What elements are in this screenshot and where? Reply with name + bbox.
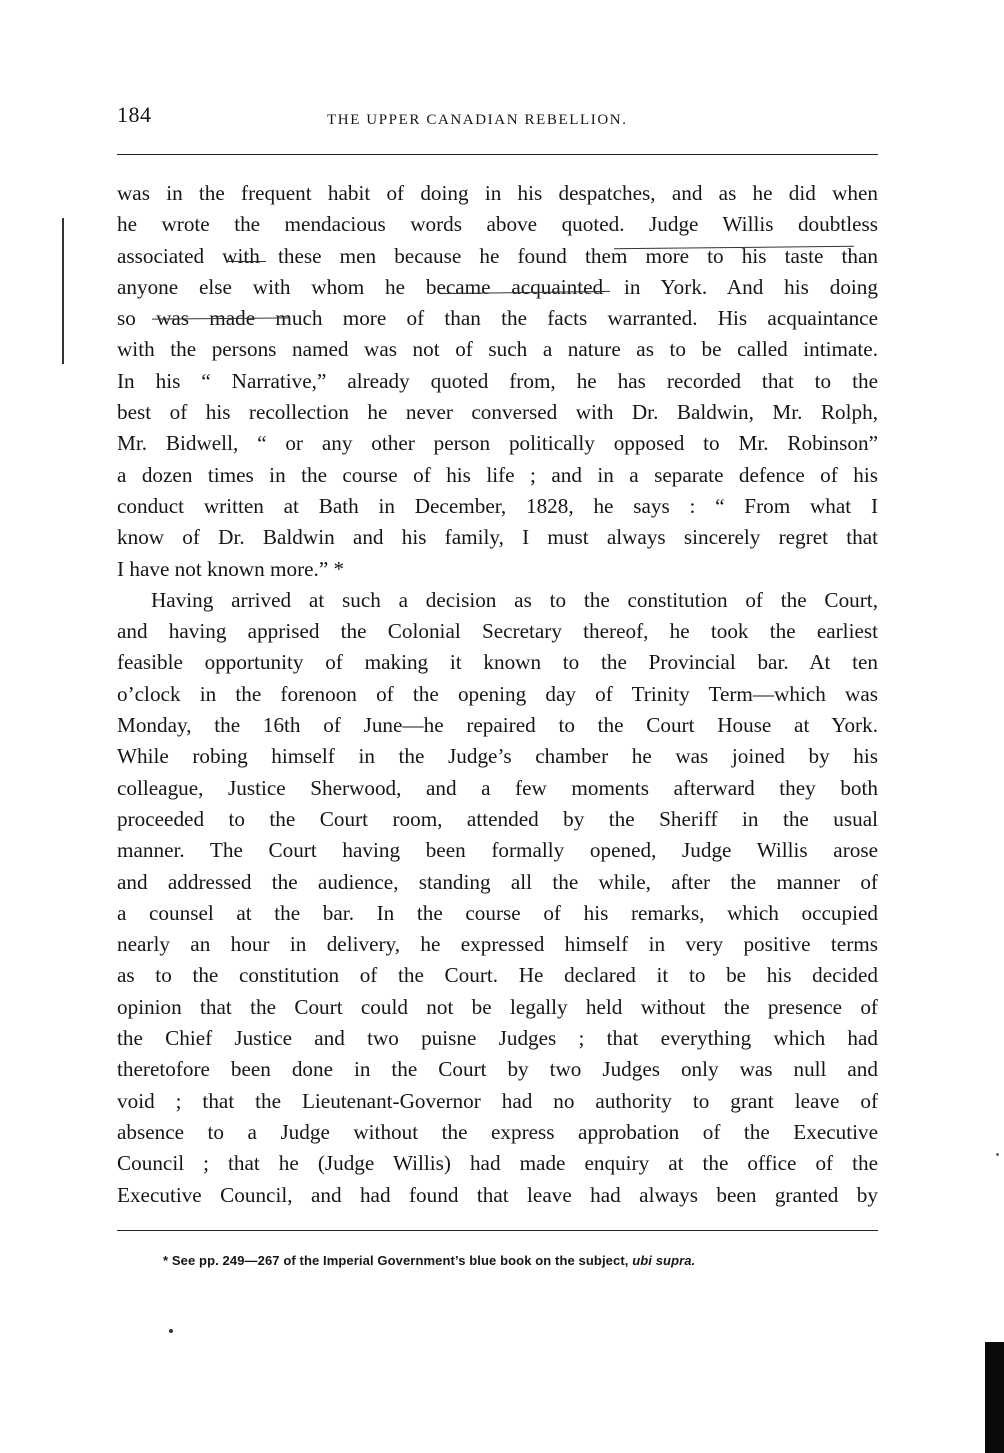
body-line: the Chief Justice and two puisne Judges ; that everything which had [117, 1026, 878, 1051]
body-line: he wrote the mendacious words above quoted. Judge Willis doubtless [117, 212, 878, 237]
body-line: Council ; that he (Judge Willis) had made enquiry at the office of the [117, 1151, 878, 1176]
body-line: feasible opportunity of making it known to the Provincial bar. At ten [117, 650, 878, 675]
body-line: was in the frequent habit of doing in his despatches, and as he did when [117, 181, 878, 205]
paragraph-end-line: I have not known more.” * [117, 556, 345, 581]
body-line: a counsel at the bar. In the course of his remarks, which occupied [117, 900, 878, 925]
body-line: o’clock in the forenoon of the opening day of Trinity Term—which was [117, 681, 878, 706]
body-line: opinion that the Court could not be legally held without the presence of [117, 994, 878, 1019]
body-line: anyone else with whom he became acquainted in York. And his doing [117, 274, 878, 299]
body-line: nearly an hour in delivery, he expressed himself in very positive terms [117, 932, 878, 957]
body-line: know of Dr. Baldwin and his family, I must always sincerely regret that [117, 525, 878, 550]
body-line: Executive Council, and had found that leave had always been granted by [117, 1182, 878, 1207]
header-rule [117, 154, 878, 155]
body-line: While robing himself in the Judge’s chamber he was joined by his [117, 744, 878, 769]
body-line: Mr. Bidwell, “ or any other person politically opposed to Mr. Robinson” [117, 431, 878, 456]
scan-speck [996, 1153, 999, 1156]
body-line: In his “ Narrative,” already quoted from, he has recorded that to the [117, 368, 878, 393]
footnote-marker: * [163, 1253, 169, 1268]
body-line: best of his recollection he never conversed with Dr. Baldwin, Mr. Rolph, [117, 400, 878, 425]
body-line: so was made much more of than the facts warranted. His acquaintance [117, 306, 878, 331]
paragraph-start-line: Having arrived at such a decision as to the constitution of the Court, [151, 587, 878, 612]
page-number: 184 [117, 102, 152, 127]
body-text [117, 178, 878, 1211]
footnote-rule [117, 1230, 878, 1231]
footnote-text: See pp. 249—267 of the Imperial Government’s blue book on the subject, [171, 1253, 633, 1268]
body-line: absence to a Judge without the express approbation of the Executive [117, 1119, 878, 1144]
body-line: Monday, the 16th of June—he repaired to the Court House at York. [117, 713, 878, 738]
body-line: as to the constitution of the Court. He declared it to be his decided [117, 963, 878, 988]
body-line: a dozen times in the course of his life ; and in a separate defence of his [117, 462, 878, 487]
footnote-citation: ubi supra. [632, 1253, 696, 1268]
body-line: and addressed the audience, standing all the while, after the manner of [117, 869, 878, 894]
body-line: manner. The Court having been formally opened, Judge Willis arose [117, 838, 878, 863]
body-line: colleague, Justice Sherwood, and a few moments afterward they both [117, 775, 878, 800]
pencil-underline [228, 261, 266, 262]
scan-edge-shadow [985, 1342, 1004, 1453]
body-line: void ; that the Lieutenant-Governor had no authority to grant leave of [117, 1088, 878, 1113]
margin-pencil-mark [62, 218, 64, 364]
body-line: proceeded to the Court room, attended by the Sheriff in the usual [117, 806, 878, 831]
footnote [163, 1253, 695, 1268]
body-line: with the persons named was not of such a nature as to be called intimate. [117, 337, 878, 362]
body-line: associated with these men because he found them more to his taste than [117, 243, 878, 268]
scan-speck [169, 1329, 173, 1333]
body-line: conduct written at Bath in December, 1828, he says : “ From what I [117, 493, 878, 518]
body-line: theretofore been done in the Court by two Judges only was null and [117, 1057, 878, 1082]
running-head: THE UPPER CANADIAN REBELLION. [327, 112, 628, 128]
body-line: and having apprised the Colonial Secretary thereof, he took the earliest [117, 619, 878, 644]
